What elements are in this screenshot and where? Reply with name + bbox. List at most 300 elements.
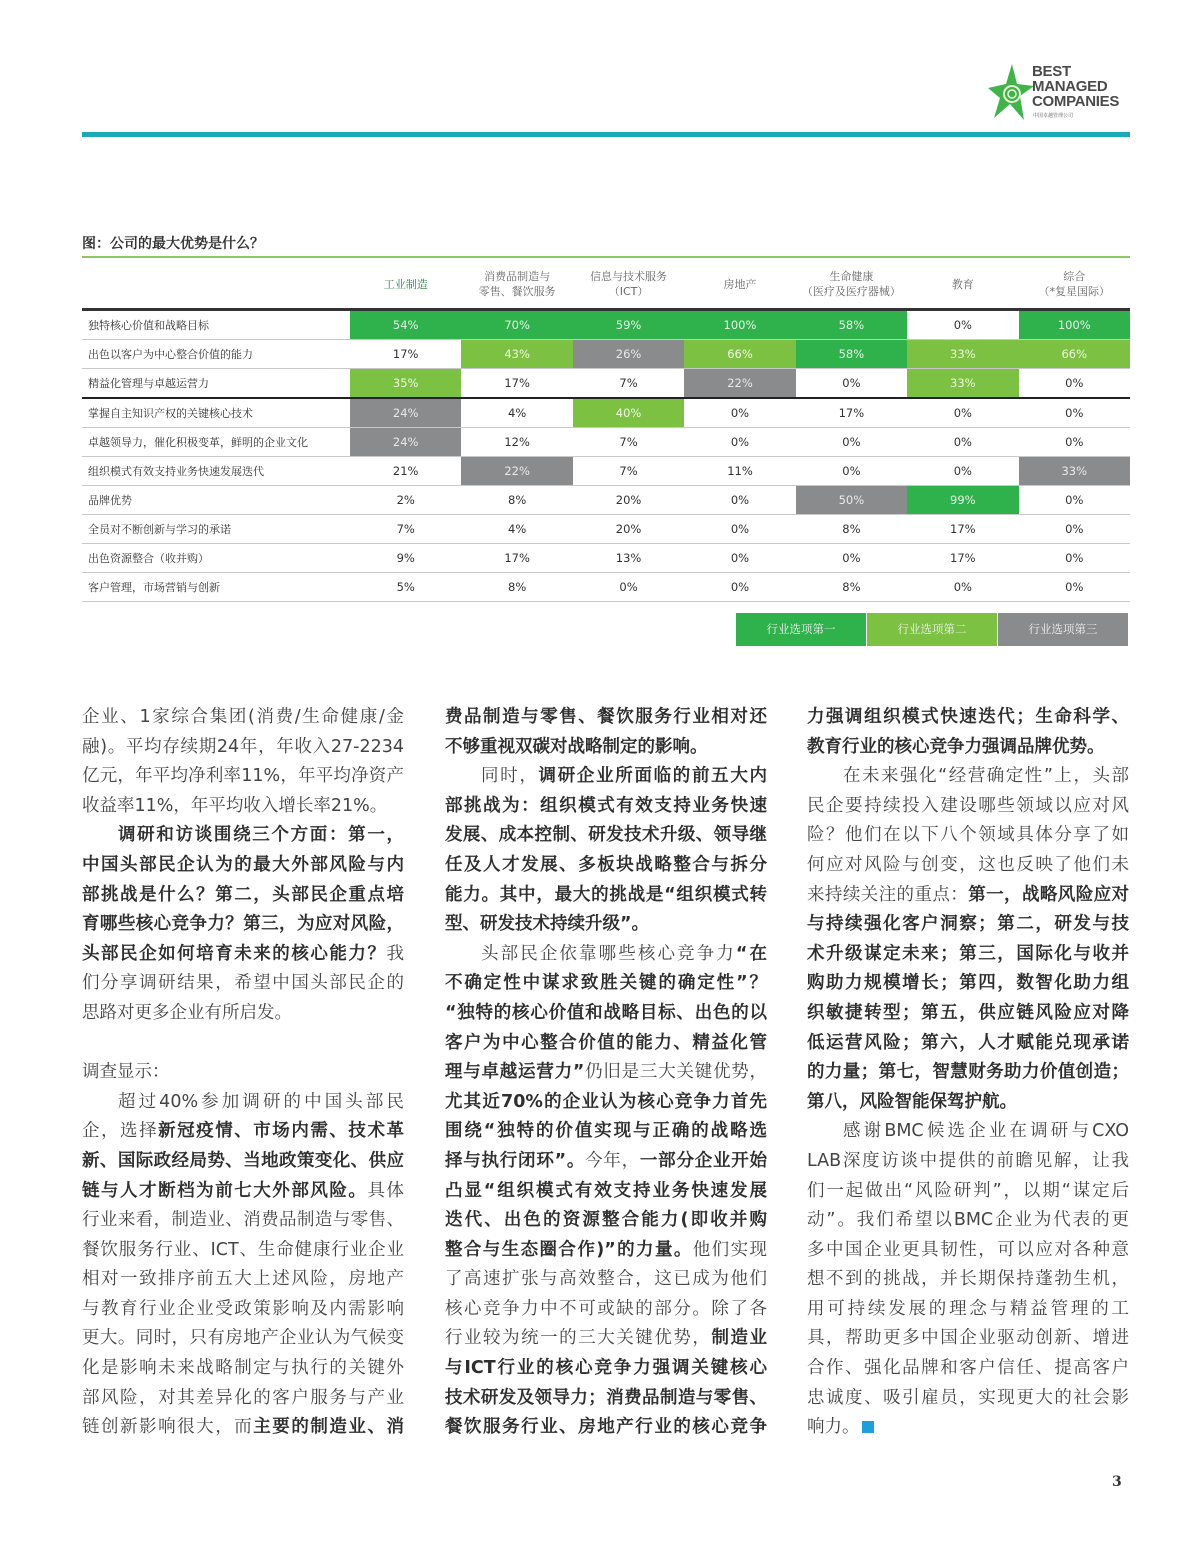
value-cell: 24% [350, 398, 461, 428]
value-cell: 0% [796, 457, 907, 486]
text-line [807, 1384, 1129, 1414]
text-line [445, 1295, 767, 1325]
logo-subtitle: 中国卓越管理公司 [1033, 113, 1074, 119]
text-run: 餐饮服务行业、房地产行业的核心竞争 [445, 1417, 767, 1438]
text-line [445, 733, 767, 763]
column-header-line: 信息与技术服务 [590, 270, 668, 283]
value-cell: 2% [350, 486, 461, 515]
legend-item: 行业选项第一 [736, 613, 866, 646]
text-line [445, 821, 767, 851]
value-cell: 0% [573, 573, 684, 602]
value-cell: 4% [461, 398, 572, 428]
row-label: 卓越领导力，催化积极变革，鲜明的企业文化 [82, 428, 350, 457]
paragraph [807, 1117, 1129, 1443]
row-label: 出色资源整合（收并购） [82, 544, 350, 573]
row-label: 全员对不断创新与学习的承诺 [82, 515, 350, 544]
row-label: 精益化管理与卓越运营力 [82, 369, 350, 399]
value-cell: 0% [1019, 398, 1130, 428]
value-cell: 0% [796, 369, 907, 399]
paragraph [82, 1058, 404, 1088]
paragraph [82, 703, 404, 821]
header-rule [82, 132, 1130, 137]
text-run: 不够重视双碳对战略制定的影响。 [445, 736, 708, 757]
text-line [82, 1117, 404, 1147]
table-row [82, 515, 1130, 544]
text-run: LAB深度访谈中提供的前瞻见解，让我 [807, 1150, 1129, 1171]
table-row [82, 398, 1130, 428]
text-run: 头部民企如何培育未来的核心能力？ [82, 943, 387, 964]
text-line [807, 1295, 1129, 1325]
text-run: 链与人才断档为前七大外部风险。 [82, 1180, 368, 1201]
table-row [82, 544, 1130, 573]
value-cell: 8% [461, 486, 572, 515]
value-cell: 8% [461, 573, 572, 602]
text-run: 部挑战为：组织模式有效支持业务快速 [445, 795, 767, 816]
best-managed-companies-logo [988, 62, 1133, 124]
text-line [445, 1236, 767, 1266]
text-run: 化是影响未来战略制定与执行的关键外 [82, 1358, 404, 1379]
text-line [82, 969, 404, 999]
text-line [82, 940, 404, 970]
column-header-line: 消费品制造与 [484, 270, 551, 283]
value-cell: 8% [796, 573, 907, 602]
column-header [684, 260, 795, 310]
value-cell: 0% [684, 428, 795, 457]
text-run: 险？他们在以下八个领域具体分享了如 [807, 825, 1129, 846]
text-run: 调研企业所面临的前五大内 [538, 766, 768, 787]
column-header-line: （ICT） [608, 285, 649, 298]
text-line [82, 1147, 404, 1177]
value-cell: 35% [350, 369, 461, 399]
text-run: 忠诚度、吸引雇员，实现更大的社会影 [807, 1387, 1129, 1408]
text-run: 行业较为统一的三大关键优势， [445, 1328, 712, 1349]
advantages-table [82, 260, 1130, 602]
value-cell: 26% [573, 340, 684, 369]
value-cell: 17% [796, 398, 907, 428]
row-label: 客户管理，市场营销与创新 [82, 573, 350, 602]
logo-wordmark [1032, 64, 1119, 109]
value-cell: 7% [573, 369, 684, 399]
text-run: 思路对更多企业有所启发。 [82, 1002, 292, 1023]
text-line [807, 1413, 1129, 1443]
text-run: 第一，战略风险应对 [968, 884, 1130, 905]
text-line [82, 999, 404, 1029]
paragraph [807, 762, 1129, 1117]
text-line [807, 1177, 1129, 1207]
value-cell: 100% [1019, 310, 1130, 340]
text-run: 织敏捷转型；第五，供应链风险应对降 [807, 1002, 1129, 1023]
text-run: 头部民企依靠哪些核心竞争力 [481, 943, 736, 964]
value-cell: 100% [684, 310, 795, 340]
paragraph [82, 1029, 404, 1059]
text-run: 的力量；第七，智慧财务助力价值创造； [807, 1062, 1129, 1083]
text-run: 同时， [481, 766, 539, 787]
text-run: 亿元，年平均净利率11%，年平均净资产 [82, 766, 404, 787]
table-row [82, 310, 1130, 340]
text-line [445, 1147, 767, 1177]
text-line [445, 1354, 767, 1384]
column-header [461, 260, 572, 310]
row-label: 组织模式有效支持业务快速发展迭代 [82, 457, 350, 486]
column-header [573, 260, 684, 310]
text-run: 更大。同时，只有房地产企业认为气候变 [82, 1328, 404, 1349]
table-row [82, 457, 1130, 486]
value-cell: 0% [1019, 573, 1130, 602]
text-run: 择与执行闭环”。 [445, 1150, 586, 1171]
text-run: 们分享调研结果，希望中国头部民企的 [82, 973, 404, 994]
text-run: 餐饮服务行业、ICT、生命健康行业企业 [82, 1239, 404, 1260]
text-line [445, 940, 767, 970]
text-line [82, 1413, 404, 1443]
column-header-line: 综合 [1063, 270, 1086, 283]
text-line [807, 851, 1129, 881]
value-cell: 8% [796, 515, 907, 544]
text-run: 主要的制造业、消 [253, 1417, 404, 1438]
value-cell: 7% [350, 515, 461, 544]
text-run: 企，选择 [82, 1121, 159, 1142]
text-run: 一部分企业开始 [639, 1150, 768, 1171]
value-cell: 0% [1019, 369, 1130, 399]
text-line [82, 1295, 404, 1325]
value-cell: 0% [1019, 515, 1130, 544]
text-line [807, 792, 1129, 822]
text-run: 与ICT行业的核心竞争力强调关键核心 [445, 1358, 767, 1379]
text-run: 不确定性中谋求致胜关键的确定性”？ [445, 973, 767, 994]
text-run: 发展、成本控制、研发技术升级、领导继 [445, 825, 767, 846]
value-cell: 0% [907, 573, 1018, 602]
logo-line-3: COMPANIES [1032, 93, 1120, 110]
text-line [445, 1265, 767, 1295]
value-cell: 22% [684, 369, 795, 399]
text-run: 新、国际政经局势、当地政策变化、供应 [82, 1150, 404, 1171]
text-line [445, 1058, 767, 1088]
table-header-row [82, 260, 1130, 310]
text-line [445, 1177, 767, 1207]
legend-item: 行业选项第二 [867, 613, 997, 646]
text-line [807, 910, 1129, 940]
value-cell: 4% [461, 515, 572, 544]
text-run: 收益率11%，年平均收入增长率21%。 [82, 795, 388, 816]
text-line [82, 881, 404, 911]
text-run: 与持续强化客户洞察；第二，研发与技 [807, 914, 1129, 935]
text-line [807, 762, 1129, 792]
row-label: 品牌优势 [82, 486, 350, 515]
paragraph [807, 703, 1129, 762]
text-line [445, 1029, 767, 1059]
paragraph [445, 762, 767, 940]
value-cell: 11% [684, 457, 795, 486]
value-cell: 0% [684, 486, 795, 515]
figure-title-rule [82, 256, 1130, 258]
value-cell: 0% [907, 428, 1018, 457]
text-line [807, 703, 1129, 733]
text-run: 教育行业的核心竞争力强调品牌优势。 [807, 736, 1105, 757]
text-run: 超过40%参加调研的中国头部民 [118, 1091, 404, 1112]
value-cell: 17% [907, 515, 1018, 544]
text-line [82, 910, 404, 940]
text-run: 低运营风险；第六，人才赋能兑现承诺 [807, 1032, 1129, 1053]
text-line [82, 851, 404, 881]
page-number: 3 [1112, 1474, 1122, 1490]
text-line [82, 1058, 404, 1088]
logo-line-1: BEST [1032, 63, 1071, 80]
text-line [82, 1324, 404, 1354]
text-run: 何应对风险与创变，这也反映了他们未 [807, 854, 1129, 875]
star-logo-icon [988, 62, 1034, 122]
text-line [807, 1058, 1129, 1088]
text-run: 民企要持续投入建设哪些领域以应对风 [807, 795, 1129, 816]
text-line [82, 1236, 404, 1266]
text-run: 行业来看，制造业、消费品制造与零售、 [82, 1210, 404, 1231]
text-line [807, 1088, 1129, 1118]
table-row [82, 486, 1130, 515]
text-line [82, 1354, 404, 1384]
table-row [82, 428, 1130, 457]
text-run: 技术研发及领导力；消费品制造与零售、 [445, 1387, 767, 1408]
text-line [82, 703, 404, 733]
value-cell: 0% [684, 398, 795, 428]
text-line [807, 1324, 1129, 1354]
table-row [82, 369, 1130, 399]
text-run: 动”。我们希望以BMC企业为代表的更 [807, 1210, 1129, 1231]
value-cell: 0% [684, 544, 795, 573]
column-header-line: （*复星国际） [1038, 285, 1111, 298]
value-cell: 0% [796, 544, 907, 573]
value-cell: 0% [907, 457, 1018, 486]
text-line [807, 1117, 1129, 1147]
text-line [82, 1206, 404, 1236]
text-line [807, 1029, 1129, 1059]
end-mark-icon [862, 1421, 874, 1433]
value-cell: 0% [907, 310, 1018, 340]
text-line [445, 1413, 767, 1443]
column-header-line: 房地产 [723, 277, 757, 291]
value-cell: 33% [1019, 457, 1130, 486]
text-run: 制造业 [711, 1328, 767, 1349]
text-line [445, 1384, 767, 1414]
value-cell: 13% [573, 544, 684, 573]
value-cell: 0% [1019, 428, 1130, 457]
value-cell: 43% [461, 340, 572, 369]
text-run: 具，帮助更多中国企业驱动创新、增进 [807, 1328, 1129, 1349]
column-header [907, 260, 1018, 310]
text-line [445, 1088, 767, 1118]
row-label: 掌握自主知识产权的关键核心技术 [82, 398, 350, 428]
text-column-3 [807, 703, 1129, 1443]
logo-line-2: MANAGED [1032, 78, 1108, 95]
value-cell: 5% [350, 573, 461, 602]
paragraph [445, 703, 767, 762]
text-line [445, 1324, 767, 1354]
value-cell: 33% [907, 340, 1018, 369]
text-line [445, 910, 767, 940]
text-line [445, 1206, 767, 1236]
value-cell: 50% [796, 486, 907, 515]
text-run: 中国头部民企认为的最大外部风险与内 [82, 854, 404, 875]
text-run: 相对一致排序前五大上述风险，房地产 [82, 1269, 404, 1290]
text-run: 与教育行业企业受政策影响及内需影响 [82, 1298, 404, 1319]
text-line [807, 733, 1129, 763]
value-cell: 59% [573, 310, 684, 340]
text-run: 新冠疫情、市场内需、技术革 [158, 1121, 404, 1142]
table-legend [736, 613, 1129, 646]
table-row [82, 340, 1130, 369]
text-run: 想不到的挑战，并长期保持蓬勃生机， [807, 1269, 1129, 1290]
text-column-1 [82, 703, 404, 1443]
value-cell: 17% [350, 340, 461, 369]
text-run: 育哪些核心竞争力？第三，为应对风险， [82, 914, 404, 935]
column-header [796, 260, 907, 310]
value-cell: 7% [573, 428, 684, 457]
text-run: 部挑战是什么？第二，头部民企重点培 [82, 884, 404, 905]
text-line [807, 1265, 1129, 1295]
value-cell: 22% [461, 457, 572, 486]
text-run: 具体 [367, 1180, 404, 1201]
text-run: 部风险，对其差异化的客户服务与产业 [82, 1387, 404, 1408]
legend-item: 行业选项第三 [998, 613, 1128, 646]
text-run: 融)。平均存续期24年，年收入27-2234 [82, 736, 404, 757]
text-line [445, 851, 767, 881]
text-run: 力强调组织模式快速迭代；生命科学、 [807, 707, 1129, 727]
text-run: “在 [735, 943, 767, 964]
text-line [445, 792, 767, 822]
value-cell: 54% [350, 310, 461, 340]
text-run: 了高速扩张与高效整合，这已成为他们 [445, 1269, 767, 1290]
text-run: 术升级谋定未来；第三，国际化与收并 [807, 943, 1129, 964]
text-run: 理与卓越运营力” [445, 1062, 585, 1083]
value-cell: 58% [796, 310, 907, 340]
value-cell: 9% [350, 544, 461, 573]
text-run: 核心竞争力中不可或缺的部分。除了各 [445, 1298, 767, 1319]
text-run: 尤其近70%的企业认为核心竞争力首先 [445, 1091, 767, 1112]
value-cell: 70% [461, 310, 572, 340]
value-cell: 20% [573, 515, 684, 544]
value-cell: 33% [907, 369, 1018, 399]
text-run: 调研和访谈围绕三个方面：第一， [118, 825, 404, 846]
text-run: 合作、强化品牌和客户信任、提高客户 [807, 1358, 1129, 1379]
figure-title: 图：公司的最大优势是什么？ [82, 236, 264, 252]
column-header-line: 生命健康 [829, 270, 874, 283]
text-run: 整合与生态圈合作)”的力量。 [445, 1239, 693, 1260]
text-run: 凸显“组织模式有效支持业务快速发展 [445, 1180, 767, 1201]
value-cell: 40% [573, 398, 684, 428]
text-run: 购助力规模增长；第四，数智化助力组 [807, 973, 1129, 994]
value-cell: 17% [461, 369, 572, 399]
text-run: 能力。其中，最大的挑战是“组织模式转 [445, 884, 767, 905]
value-cell: 0% [907, 398, 1018, 428]
text-column-2 [445, 703, 767, 1443]
text-line [82, 1029, 404, 1059]
column-header-line: 教育 [951, 277, 974, 291]
value-cell: 21% [350, 457, 461, 486]
text-run: 围绕“独特的价值实现与正确的战略选 [445, 1121, 767, 1142]
text-run: 客户为中心整合价值的能力、精益化管 [445, 1032, 767, 1053]
text-line [445, 1117, 767, 1147]
text-line [445, 969, 767, 999]
value-cell: 99% [907, 486, 1018, 515]
text-run: 调查显示： [82, 1062, 170, 1083]
text-line [82, 733, 404, 763]
column-header-line: 零售、餐饮服务 [478, 285, 556, 298]
text-line [807, 999, 1129, 1029]
value-cell: 0% [684, 515, 795, 544]
paragraph [82, 1088, 404, 1443]
text-run: 来持续关注的重点： [807, 884, 969, 905]
text-line [807, 881, 1129, 911]
value-cell: 20% [573, 486, 684, 515]
value-cell: 0% [796, 428, 907, 457]
text-line [807, 1206, 1129, 1236]
text-run: 企业、1家综合集团(消费/生命健康/金 [82, 707, 404, 727]
text-line [82, 1384, 404, 1414]
paragraph [82, 821, 404, 1028]
paragraph [445, 940, 767, 1443]
column-header-line: （医疗及医疗器械） [801, 285, 901, 298]
text-run: 今年， [585, 1150, 640, 1171]
column-header [350, 260, 461, 310]
value-cell: 0% [684, 573, 795, 602]
value-cell: 17% [461, 544, 572, 573]
text-run: 感谢BMC候选企业在调研与CXO [843, 1121, 1129, 1142]
value-cell: 12% [461, 428, 572, 457]
text-run: 多中国企业更具韧性，可以应对各种意 [807, 1239, 1129, 1260]
text-line [82, 1177, 404, 1207]
text-run: 任及人才发展、多板块战略整合与拆分 [445, 854, 767, 875]
text-line [807, 1147, 1129, 1177]
text-run: 链创新影响很大，而 [82, 1417, 254, 1438]
table-header-blank [82, 260, 350, 310]
text-line [807, 821, 1129, 851]
column-header-line: 工业制造 [383, 277, 428, 291]
text-line [82, 1088, 404, 1118]
text-run: 们一起做出“风险研判”，以期“谋定后 [807, 1180, 1129, 1201]
text-run: 仍旧是三大关键优势， [584, 1062, 767, 1083]
text-run: 费品制造与零售、餐饮服务行业相对还 [445, 707, 767, 727]
text-line [82, 821, 404, 851]
table-row [82, 573, 1130, 602]
text-run: 在未来强化“经营确定性”上，头部 [843, 766, 1129, 787]
text-run: 我 [386, 943, 404, 964]
text-run: 型、研发技术持续升级”。 [445, 914, 650, 935]
text-line [82, 792, 404, 822]
text-line [807, 1236, 1129, 1266]
text-line [445, 881, 767, 911]
value-cell: 58% [796, 340, 907, 369]
value-cell: 0% [1019, 486, 1130, 515]
value-cell: 17% [907, 544, 1018, 573]
row-label: 出色以客户为中心整合价值的能力 [82, 340, 350, 369]
column-header [1019, 260, 1130, 310]
row-label: 独特核心价值和战略目标 [82, 310, 350, 340]
value-cell: 0% [1019, 544, 1130, 573]
text-run: “独特的核心价值和战略目标、出色的以 [445, 1002, 767, 1023]
value-cell: 24% [350, 428, 461, 457]
text-run: 他们实现 [692, 1239, 767, 1260]
value-cell: 66% [684, 340, 795, 369]
text-run: 迭代、出色的资源整合能力(即收并购 [445, 1210, 767, 1231]
text-run: 第八，风险智能保驾护航。 [807, 1091, 1017, 1112]
text-line [807, 940, 1129, 970]
text-line [445, 703, 767, 733]
text-run: 用可持续发展的理念与精益管理的工 [807, 1298, 1129, 1319]
text-line [807, 1354, 1129, 1384]
text-line [82, 1265, 404, 1295]
value-cell: 66% [1019, 340, 1130, 369]
text-line [445, 999, 767, 1029]
value-cell: 7% [573, 457, 684, 486]
text-line [445, 762, 767, 792]
text-run: 响力。 [807, 1417, 860, 1438]
